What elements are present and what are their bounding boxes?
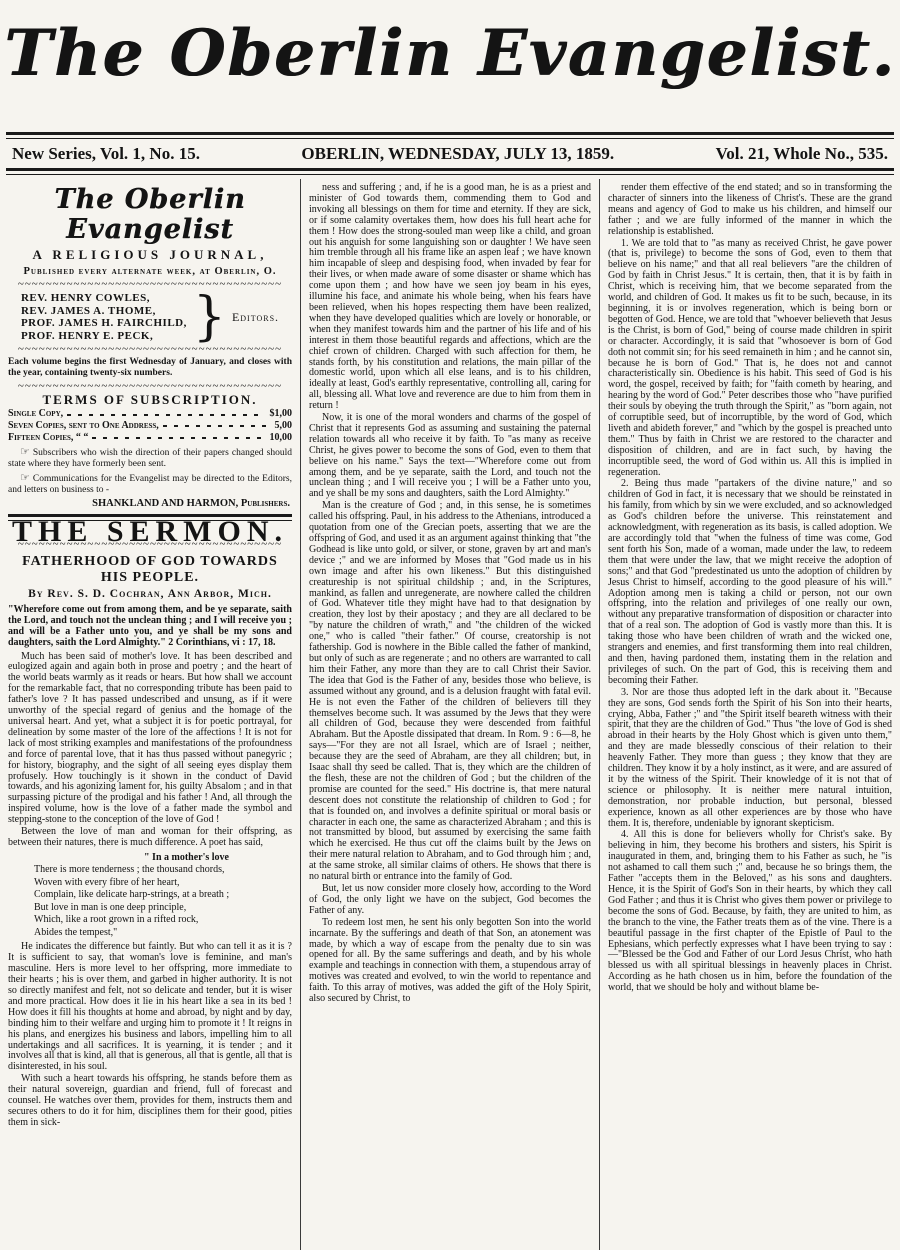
pointing-hand-icon: ☞ — [20, 445, 30, 458]
editor-name: PROF. JAMES H. FAIRCHILD, — [20, 317, 187, 330]
body-paragraph: 3. Nor are those thus adopted left in the dark about it. "Because they are sons, God sends forth the Spirit of his Son into their hearts, crying, Abba, Father ;" and "the Spirit itself beareth witness with their spirit, that they are the children of God." Thus "the love of God is shed abroad in their hearts by the Holy Ghost which is given unto them," and they are made blessedly conscious of their relation to their heavenly Father. They more than guess ; they know that they are children. They know it by a holy instinct, as it were, and are assured of it by the witness of the Spirit. Their knowledge of it is not that of science or philosophy. It is neither mere natural intuition, demonstration, nor probable induction, but personal, blessed experience, known as all other experiences are by those who have them. It is, therefore, undeniable by ignorant skepticism. — [607, 686, 892, 829]
poem-line: Which, like a root grown in a rifted rock, — [34, 914, 199, 926]
term-label: Single Copy, — [8, 408, 64, 420]
newspaper-title: The Oberlin Evangelist. — [4, 16, 896, 91]
term-price: 10,00 — [269, 431, 292, 443]
masthead-rule — [6, 132, 894, 139]
notice-text: Subscribers who wish the direction of their papers changed should state where they have formerly been sent. — [8, 447, 292, 469]
journal-subtitle: A RELIGIOUS JOURNAL, — [32, 247, 268, 263]
poem-line: But love in man is one deep principle, — [34, 901, 187, 913]
right-column — [600, 179, 900, 1250]
middle-column-body — [309, 183, 591, 1005]
poem-line: Abides the tempest," — [34, 926, 118, 938]
published-line: Published every alternate week, at Oberlin, O. — [23, 266, 277, 278]
pointing-hand-icon: ☞ — [20, 471, 30, 484]
wavy-rule — [8, 540, 292, 549]
wavy-rule — [8, 280, 292, 289]
dateline-rule — [6, 168, 894, 175]
editor-name: PROF. HENRY E. PECK, — [20, 329, 154, 342]
left-column — [0, 179, 300, 1250]
column-layout — [0, 179, 900, 1250]
body-paragraph: 1. We are told that to "as many as received Christ, he gave power (that is, privilege) to become the sons of God, even to them that believe on his name;" and that all real believers "are the children of God by faith in Christ Jesus." It is certain, then, that it is by faith in Christ, which is receiving him, that we become separated from the world, and children of God. It makes us fit to be such, because, in its beginning, it is or involves regeneration, which is being born or begotten of God. Hence, we are told that "whoever believeth that Jesus is the Christ, is born of God," being of course made children in spirit or character. Accordingly, it is said that "whosoever is born of God doth not commit sin; for his seed remaineth in him ; and he cannot sin, because he is born of God." That is, he does not and cannot characteristically sin. Obedience is his habit. This seed of God is his word, the gospel, received by faith; for "faith cometh by hearing, and hearing by the word of God." Peter describes those who "have purified their souls by obeying the truth through the Spirit," as "born again, not of corruptible seed, but of incorruptible, by the word of God, which liveth and abideth forever," and "which by the gospel is preached unto them." Thus by faith in Christ we are restored to the character and disposition of children, and are in fact such, by having the incorruptible seed, the word of God within us. All this is implied in regeneration. — [607, 237, 892, 478]
poem-line: Complain, like delicate harp-strings, at a breath ; — [34, 889, 230, 901]
body-paragraph: Much has been said of mother's love. It has been described and eulogized again and again both in prose and poetry ; and the heart of the world beats warmly as it reads or hears. But how shall we account for the remarkable fact, that no corresponding tribute has been paid to father's love ? It has passed undescribed and unsung, as if it were unworthy of the special regard of genius and the homage of the universal heart. And yet, what a subject it is for poetic portrayal, for delineation by some master of the lore of the affections ! It is not for lack of most striking examples and manifestations of the profoundness and force of parental love, that it has thus passed without panegyric ; for history, biography, and the sight of all seeing eyes display them profusely. How touchingly is it shown in the conduct of David towards, and his agonizing lament for, his guilty Absalom ; and in that surpassing picture of the prodigal and his father ! And, all through the inspired volume, how is the love of a father made the symbol and stepping-stone to the conception of the love of God ! — [8, 650, 292, 826]
body-paragraph: He indicates the difference but faintly. But who can tell it as it is ? It is sufficient to say, that woman's love is feminine, and man's masculine. Hers is more level to her offspring, more immediate to their hearts ; his is over them, and garbed in higher authority. It is not so directly manifest and felt, not so delicate and tender, but it is wiser and more practical. How does it lie in his heart like a sea in its bed ! How does it fill his thoughts at home and abroad, by night and by day, binding him to their welfare and urging him to promote it ! It reigns in his plans, and energizes his business and labors, impelling him to all undertakings and all sacrifices. It is yearning, it is tender ; and it involves all that is kind, all that is generous, all that is gentle, all that is disinterested, in his soul. — [8, 941, 292, 1073]
middle-column — [300, 179, 600, 1250]
poem-line: There is more tenderness ; the thousand chords, — [34, 864, 225, 876]
dateline-series: New Series, Vol. 1, No. 15. — [12, 144, 200, 163]
publishers-line: SHANKLAND AND HARMON, Publishers. — [92, 497, 290, 509]
editors-names — [21, 292, 187, 342]
body-paragraph: But, let us now consider more closely how, according to the Word of God, the only light we have on the subject, God becomes the Father of any. — [308, 883, 591, 916]
sermon-body-start — [8, 652, 292, 849]
sermon-title: FATHERHOOD OF GOD TOWARDS HIS PEOPLE. — [22, 553, 278, 585]
wavy-rule — [8, 382, 292, 391]
volume-note: Each volume begins the first Wednesday of January, and closes with the year, containing twenty-six numbers. — [8, 357, 292, 379]
editor-name: REV. JAMES A. THOME, — [20, 304, 156, 317]
dotted-leader — [163, 425, 271, 427]
poem-intro-line: " In a mother's love — [144, 851, 229, 863]
body-paragraph: To redeem lost men, he sent his only begotten Son into the world incarnate. By the sufferings and death of that Son, an atonement was made, by which a way of escape from the penalty due to sin was opened for all. By the same sufferings and death, and by his whole example and teachings in connection with them, a stupendous array of motives was created and evolved, to win the world to repentance and faith. To this array of motives, was added the gift of the Holy Spirit, also secured by Christ, to — [308, 916, 591, 1005]
dotted-leader — [92, 437, 265, 439]
term-row — [8, 421, 292, 432]
dateline-place-date: OBERLIN, WEDNESDAY, JULY 13, 1859. — [301, 144, 615, 163]
body-paragraph: ness and suffering ; and, if he is a good man, he is as a priest and minister of God towards them, commending them to God and invoking all blessings on them for time and eternity. If they are sick, or if some calamity overtakes them, how does his full heart ache for them ! How does the strong-souled man weep like a child, and groan out his anguish for some languishing son or daughter ! We have seen him tremble through all his frame like an aspen leaf ; we have known him incapable of sleep and despising food, when invaded by fear for their lives, or when made aware of some disaster or shame which has come upon them ; and how have we seen joy beam in his eyes, illumine his face, and animate his whole being, when his fears have been relieved, when his hopes respecting them have been realized, when they have developed qualities which are lovely or honorable, or when they manifest towards him and the partner of his life and of his interest in them those beautiful regards and affections, which are the chief crown of children. Charged with such affection for them, he stands forth, by his constitution and relations, the main pillar of the domestic world, upon which all else leans, and is to his children, ideally at least, God's earthly representative, controlling all, caring for all, blessing all. What love and reverence are due to him from them in return ! — [308, 182, 591, 412]
term-label: Fifteen Copies, “ “ — [8, 431, 89, 443]
masthead — [0, 0, 900, 132]
communications-notice — [8, 473, 292, 496]
sermon-byline: By Rev. S. D. Cochran, Ann Arbor, Mich. — [28, 587, 272, 600]
term-row — [8, 433, 292, 444]
term-label: Seven Copies, sent to One Address, — [8, 420, 159, 431]
right-column-body — [608, 183, 892, 994]
editors-block — [8, 291, 292, 343]
editors-label: Editors. — [231, 309, 280, 324]
term-price: $1,00 — [269, 408, 292, 420]
dateline — [0, 139, 900, 168]
dotted-leader — [67, 414, 265, 416]
poem-block — [34, 852, 292, 940]
body-paragraph: render them effective of the end stated; and so in transforming the character of sinners into the likeness of Christ's. These are the grand means and agency of God to make us his children, and himself our father ; and we are fully informed of the manner in which the relationship is established. — [607, 182, 892, 237]
body-paragraph: Between the love of man and woman for their offspring, as between their natures, there is much difference. A poet has said, — [8, 826, 292, 848]
body-paragraph: 4. All this is done for believers wholly for Christ's sake. By believing in him, they become his brothers and sisters, his Spirit is inaugurated in them, and, bringing them to his Father as such, he "is not ashamed to call them such ;" and, because he so brings them, the Father "accepts them in the Beloved," as his sons and daughters. Hence, it is the Spirit of God's Son in their hearts, by which they call God Father ; and thus it is Christ who gives them power or privilege to become the sons of God. Because, by faith, they are united to him, as the branch to the vine, the Father treats them as of the vine. There is a beautiful passage in the first chapter of the Epistle of Paul to the Ephesians, which perfectly expresses what I have been trying to say :—"Blessed be the God and Father of our Lord Jesus Christ, who hath blessed us with all spiritual blessings in heavenly places in Christ. According as he hath chosen us in him, before the foundation of the world, that we should be holy and without blame be- — [607, 829, 892, 994]
poem-line: Woven with every fibre of her heart, — [34, 876, 180, 888]
editors-brace — [193, 291, 226, 343]
notice-text: Communications for the Evangelist may be directed to the Editors, and letters on business to - — [8, 473, 292, 495]
body-paragraph: 2. Being thus made "partakers of the divine nature," and so children of God in fact, it is necessary that we should be reinstated in his family, from which by sin we were excluded, and so acknowledged as God's children before the universe. This reinstatement and acknowledgment, with regeneration as its basis, is called adoption. We are accordingly told that "when the fulness of time was come, God sent forth his Son, made of a woman, made under the law, to redeem them that were under the law, that we might receive the adoption of sons;" and that God "predestinated us unto the adoption of children by Jesus Christ to himself, according to the good pleasure of his will." Adoption among men is taking a child or person, not our own offspring, into the relation and privileges of one really our own, without any preparative transformation of disposition or character into that of a real son. The adoption of God is vastly more than this. It is taking those who have been children of wrath and the wicked one, strangers and enemies, and first transforming them into real children, and then, having pardoned them, instating them in the relation and privileges of such. On the part of God, this is receiving them and becoming their Father. — [607, 478, 892, 686]
sermon-body-continued — [8, 942, 292, 1128]
body-paragraph: Now, it is one of the moral wonders and charms of the gospel of Christ that it represents God as assuming and sustaining the paternal relation towards all who receive it by faith. To "as many as receive Christ, he gives power to become the sons of God, even to them that believe on his name." Says the text—"Wherefore come out from among them, and be ye separate, saith the Lord, and touch not the unclean thing ; and I will receive you ; I will be a Father unto you, and ye shall be my sons and daughters, saith the Lord Almighty." — [308, 412, 591, 500]
body-paragraph: Man is the creature of God ; and, in this sense, he is sometimes called his offspring. Paul, in his address to the Athenians, introduced a quotation from one of the Grecian poets, asserting that we are the offspring of God, and used it as an argument against thinking that "the Godhead is like unto gold, or silver, or stone, graven by art and man's device ;" and we are informed by Moses that "God made us in his own image and after his own likeness." But this distinguished creatureship is not spiritual childship ; and, in the Scriptures, mankind, as fallen and unregenerate, are nowhere called the children of God. Whatever title they might have had to that designation by creation, they lost by their apostacy ; and they are all declared to be "by nature the children of wrath," and "the children of the wicked one," who is called "their father." Of course, creatorship is not fathership. God is nowhere in the Bible called the father of mankind, but only of such as are regenerate ; and no others are warranted to call him their Father, any more than they are to call Christ their Savior. The idea that God is the Father of any, besides those who believe, is assumed without any ground, and is a delusion fraught with fatal evil. He is not even the Father of the children of believers till they themselves become such. It was assumed by the Jews that they were all children of God, because they were descended from faithful Abraham. But the Apostle dissipated that dream. In Rom. 9 : 6—8, he says—"For they are not all Israel, which are of Israel ; neither, because they are the seed of Abraham, are they all children; but, in Isaac shall thy seed be called. That is, they which are the children of the flesh, these are not the children of God ; but the children of the promise are counted for the seed." His doctrine is, that mere natural descent does not constitute the relationship of children to God ; for that is founded on, and involves a definite spiritual or moral basis or character in each one, the same as characterized Abraham ; and this is not transmitted by blood, but assumed by exercising the same faith which he exercised. He thus cut off the claims built by the Jews on their mere natural relation to Abraham, and to God through him ; and, at the same stroke, all similar claims of others. He shows that there is no natural birth or entrance into the family of God. — [308, 500, 591, 883]
editor-name: REV. HENRY COWLES, — [20, 292, 150, 305]
subscriber-notice — [8, 447, 292, 470]
term-price: 5,00 — [274, 420, 292, 431]
dateline-volume: Vol. 21, Whole No., 535. — [715, 144, 888, 163]
wavy-rule — [8, 345, 292, 354]
term-row — [8, 409, 292, 420]
journal-title: The Oberlin Evangelist — [54, 184, 246, 245]
scripture-quote: "Wherefore come out from among them, and be ye separate, saith the Lord, and touch not the unclean thing ; and I will receive you ; and will be a Father unto you, and ye shall be my sons and daughters, saith the Lord Almighty." 2 Corinthians, vi : 17, 18. — [8, 603, 292, 648]
terms-heading: TERMS OF SUBSCRIPTION. — [42, 392, 258, 408]
sermon-section-heading: THE SERMON. — [11, 514, 288, 548]
body-paragraph: With such a heart towards his offspring, he stands before them as their natural sovereign, guardian and friend, full of forecast and counsel. He watches over them, provides for them, instructs them and secures others to do it for him, disciplines them for their good, pities them in sick- — [8, 1073, 292, 1128]
poem-lines — [34, 864, 292, 939]
